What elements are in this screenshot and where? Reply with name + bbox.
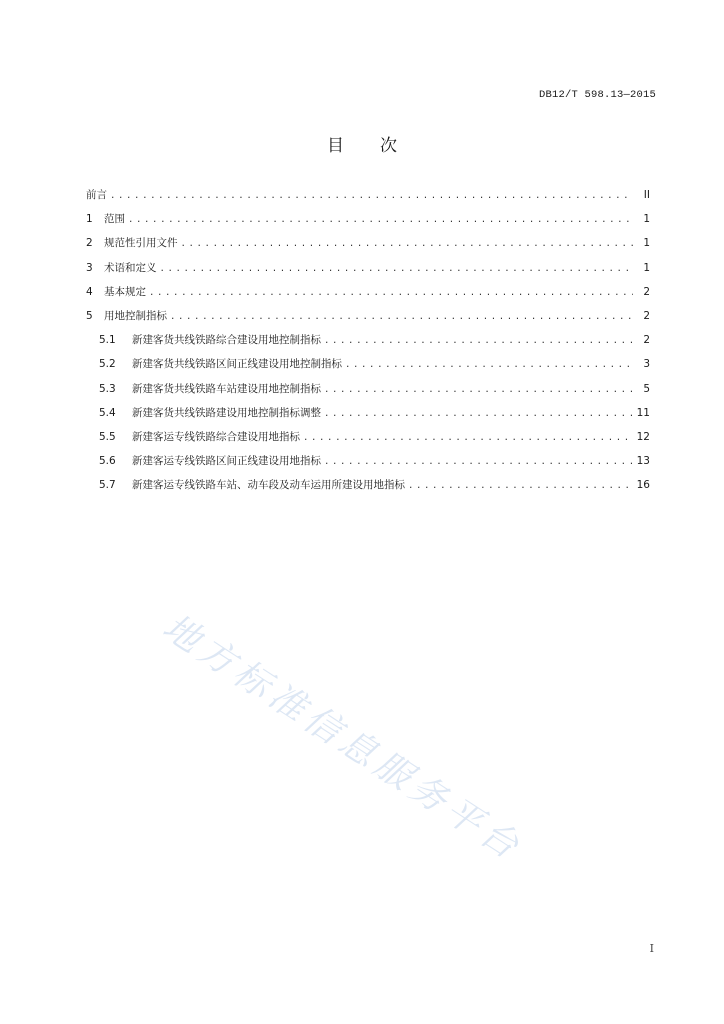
toc-entry[interactable] (86, 285, 650, 309)
toc-dot-leader (170, 310, 633, 324)
toc-dot-leader (160, 262, 634, 276)
toc-entry-label: 基本规定 (104, 285, 146, 298)
page-number: I (649, 942, 654, 955)
toc-entry[interactable] (86, 333, 650, 357)
page-title (0, 131, 724, 156)
document-code: DB12/T 598.13—2015 (538, 89, 656, 101)
toc-entry-number: 2 (86, 237, 93, 250)
toc-entry-page: 2 (643, 285, 650, 298)
toc-entry-page: 13 (636, 455, 650, 468)
toc-entry-label: 范围 (104, 213, 125, 226)
toc-entry[interactable] (86, 212, 650, 236)
toc-entry-label: 新建客货共线铁路车站建设用地控制指标 (132, 382, 321, 395)
toc-entry[interactable] (86, 478, 650, 502)
toc-entry-number: 5.3 (99, 382, 116, 395)
toc-entry-number: 5.5 (99, 430, 116, 443)
toc-entry-page: 2 (643, 334, 650, 347)
toc-entry-number: 5.4 (99, 406, 116, 419)
toc-entry-number: 5.7 (99, 479, 116, 492)
title-part-1: 目 (327, 136, 344, 156)
toc-dot-leader (324, 455, 633, 469)
toc-entry-page: 2 (643, 309, 650, 322)
title-part-2: 次 (380, 136, 397, 156)
toc-entry-page: 11 (636, 406, 650, 419)
toc-entry-number: 5.6 (99, 455, 116, 468)
toc-dot-leader (181, 237, 634, 251)
toc-entry-label: 用地控制指标 (104, 309, 167, 322)
toc-entry-label: 新建客货共线铁路区间正线建设用地控制指标 (132, 358, 342, 371)
watermark: 地方标准信息服务平台 (155, 606, 530, 870)
toc-entry-label: 新建客运专线铁路区间正线建设用地指标 (132, 455, 321, 468)
toc-entry-label: 新建客货共线铁路建设用地控制指标调整 (132, 406, 321, 419)
toc-entry-page: 1 (643, 237, 650, 250)
toc-dot-leader (303, 431, 633, 445)
toc-entry-page: II (643, 189, 650, 201)
toc-entry-page: 12 (636, 430, 650, 443)
toc-entry-page: 5 (643, 382, 650, 395)
toc-dot-leader (345, 358, 633, 372)
toc-entry-label: 术语和定义 (104, 261, 157, 274)
toc-entry-number: 4 (86, 285, 93, 298)
toc-dot-leader (324, 334, 633, 348)
toc-entry-label: 新建客货共线铁路综合建设用地控制指标 (132, 334, 321, 347)
toc-dot-leader (324, 383, 633, 397)
toc-entry-page: 1 (643, 213, 650, 226)
toc-entry-label: 新建客运专线铁路车站、动车段及动车运用所建设用地指标 (132, 479, 405, 492)
toc-entry-number: 1 (86, 213, 93, 226)
table-of-contents (86, 188, 650, 502)
toc-dot-leader (408, 479, 633, 493)
toc-entry-number: 5.2 (99, 358, 116, 371)
toc-entry-label: 新建客运专线铁路综合建设用地指标 (132, 430, 300, 443)
toc-entry-number: 3 (86, 261, 93, 274)
toc-entry[interactable] (86, 454, 650, 478)
toc-entry[interactable] (86, 406, 650, 430)
toc-entry[interactable] (86, 430, 650, 454)
toc-entry[interactable] (86, 382, 650, 406)
toc-entry-number: 5 (86, 309, 93, 322)
toc-entry[interactable] (86, 357, 650, 381)
toc-entry[interactable] (86, 261, 650, 285)
toc-dot-leader (128, 213, 633, 227)
toc-dot-leader (324, 407, 633, 421)
toc-dot-leader (110, 189, 633, 203)
toc-entry-page: 1 (643, 261, 650, 274)
toc-entry-label: 规范性引用文件 (104, 237, 178, 250)
toc-entry-page: 16 (636, 479, 650, 492)
toc-entry-page: 3 (643, 358, 650, 371)
toc-entry[interactable] (86, 236, 650, 260)
toc-entry-label: 前言 (86, 189, 107, 201)
toc-dot-leader (149, 286, 633, 300)
toc-entry-number: 5.1 (99, 334, 116, 347)
toc-entry[interactable] (86, 309, 650, 333)
toc-entry[interactable] (86, 188, 650, 212)
